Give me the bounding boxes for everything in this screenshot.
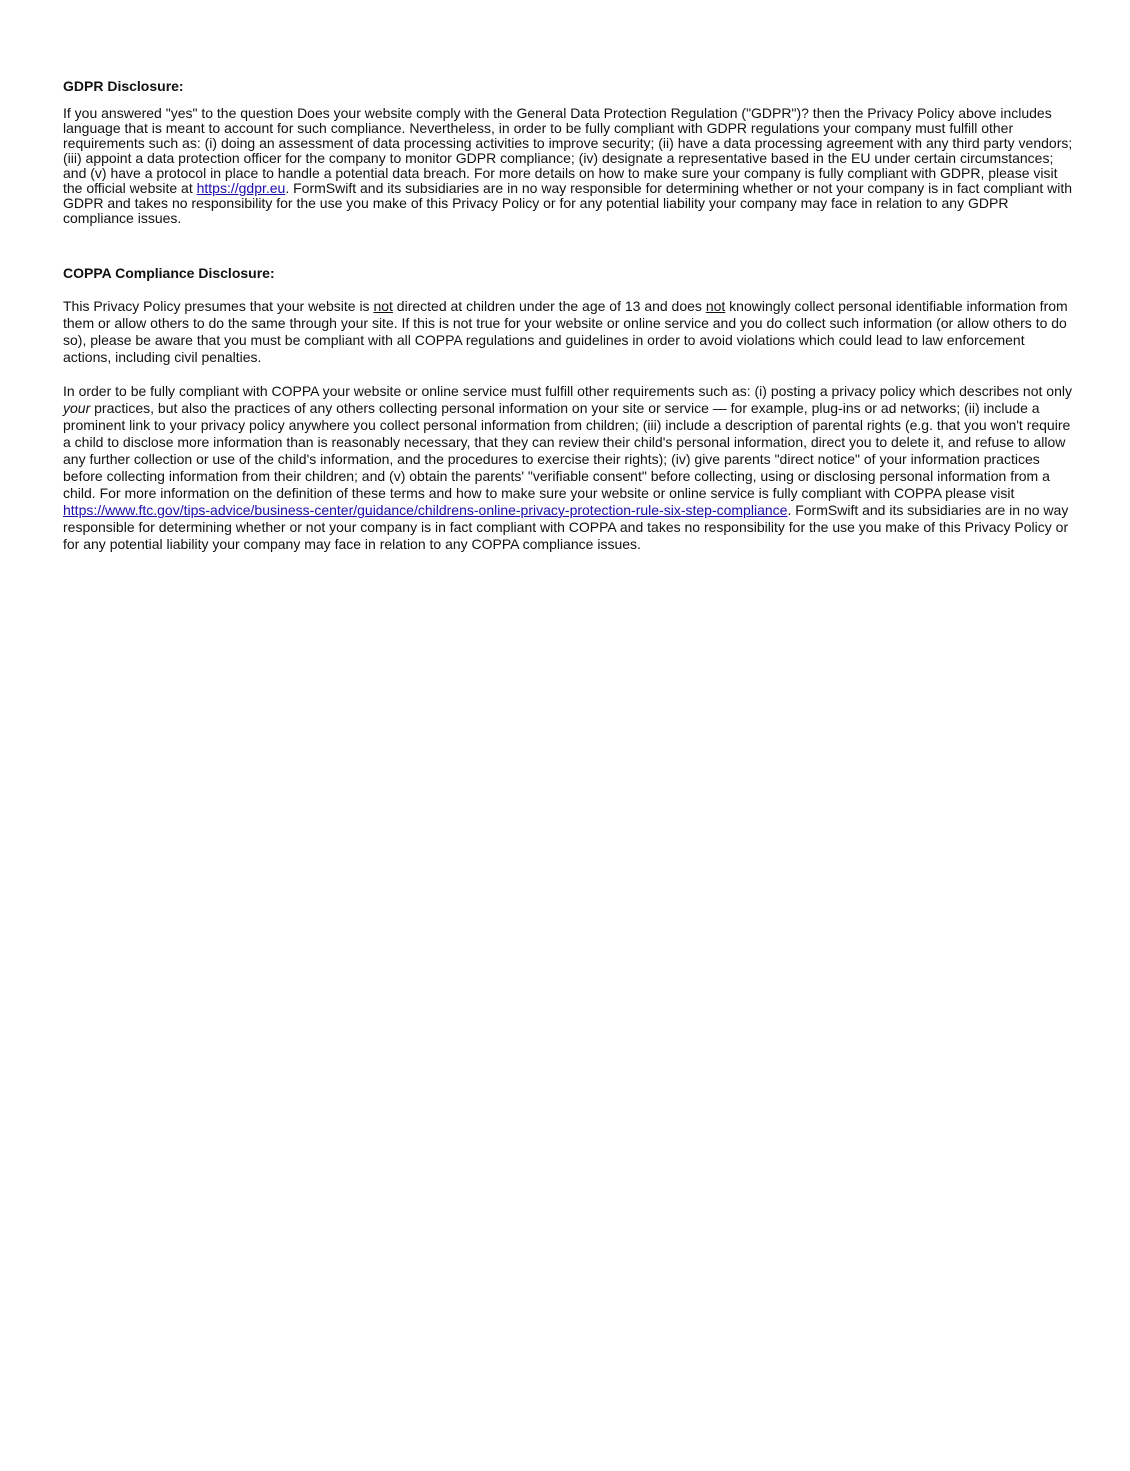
coppa-paragraph-1 (63, 298, 1073, 366)
gdpr-paragraph (63, 106, 1073, 226)
gdpr-heading: GDPR Disclosure: (63, 78, 184, 94)
coppa-heading: COPPA Compliance Disclosure: (63, 265, 275, 281)
coppa-not-underlined-1: not (373, 298, 393, 314)
gdpr-website-link[interactable]: https://gdpr.eu (196, 180, 286, 196)
coppa-ftc-link[interactable]: https://www.ftc.gov/tips-advice/business-center/guidance/childrens-online-privacy-protection-rule-six-step-compliance (63, 502, 788, 518)
coppa-p1-text-3: knowingly collect personal identifiable information from them or allow others to do the same through your site. If this is not true for your website or online service and you do collect such information (or allow others to do so), please be aware that you must be compliant with all COPPA regulations and guidelines in order to avoid violations which could lead to law enforcement actions, including civil penalties. (63, 298, 1068, 365)
coppa-your-italic: your (63, 400, 91, 416)
coppa-p1-text-1: This Privacy Policy presumes that your website is (63, 298, 374, 314)
coppa-p1-text-2: directed at children under the age of 13 and does (392, 298, 706, 314)
coppa-not-underlined-2: not (705, 298, 726, 314)
coppa-p2-text-1: In order to be fully compliant with COPPA your website or online service must fulfill other requirements such as: (i) posting a privacy policy which describes not only (63, 383, 1072, 399)
coppa-p2-text-3: . FormSwift and its subsidiaries are in no way responsible for determining whether or not your company is in fact compliant with COPPA and takes no responsibility for the use you make of this Privacy Policy or for any potential liability your company may face in relation to any COPPA compliance issues. (63, 502, 1069, 552)
coppa-paragraph-2 (63, 383, 1073, 553)
coppa-p2-text-2: practices, but also the practices of any others collecting personal information on your site or service — for example, plug-ins or ad networks; (ii) include a prominent link to your privacy policy anywhere you collect personal information from children; (iii) include a description of parental rights (e.g. that you won't require a child to disclose more information than is reasonably necessary, that they can review their child's personal information, direct you to delete it, and refuse to allow any further collection or use of the child's information, and the procedures to exercise their rights); (iv) give parents "direct notice" of your information practices before collecting information from their children; and (v) obtain the parents' "verifiable consent" before collecting, using or disclosing personal information from a child. For more information on the definition of these terms and how to make sure your website or online service is fully compliant with COPPA please visit (63, 400, 1071, 501)
document-content (63, 77, 1073, 553)
gdpr-text-after-link: . FormSwift and its subsidiaries are in no way responsible for determining whether or not your company is in fact compliant with GDPR and takes no responsibility for the use you make of this Privacy Policy or for any potential liability your company may face in relation to any GDPR compliance issues. (63, 180, 1073, 226)
gdpr-text-before-link: If you answered "yes" to the question Does your website comply with the General Data Protection Regulation ("GDPR")? then the Privacy Policy above includes language that is meant to account for such compliance. Nevertheless, in order to be fully compliant with GDPR regulations your company must fulfill other requirements such as: (i) doing an assessment of data processing activities to improve security; (ii) have a data processing agreement with any third party vendors; (iii) appoint a data protection officer for the company to monitor GDPR compliance; (iv) designate a representative based in the EU under certain circumstances; and (v) have a protocol in place to handle a potential data breach. For more details on how to make sure your company is fully compliant with GDPR, please visit the official website at (63, 105, 1073, 196)
